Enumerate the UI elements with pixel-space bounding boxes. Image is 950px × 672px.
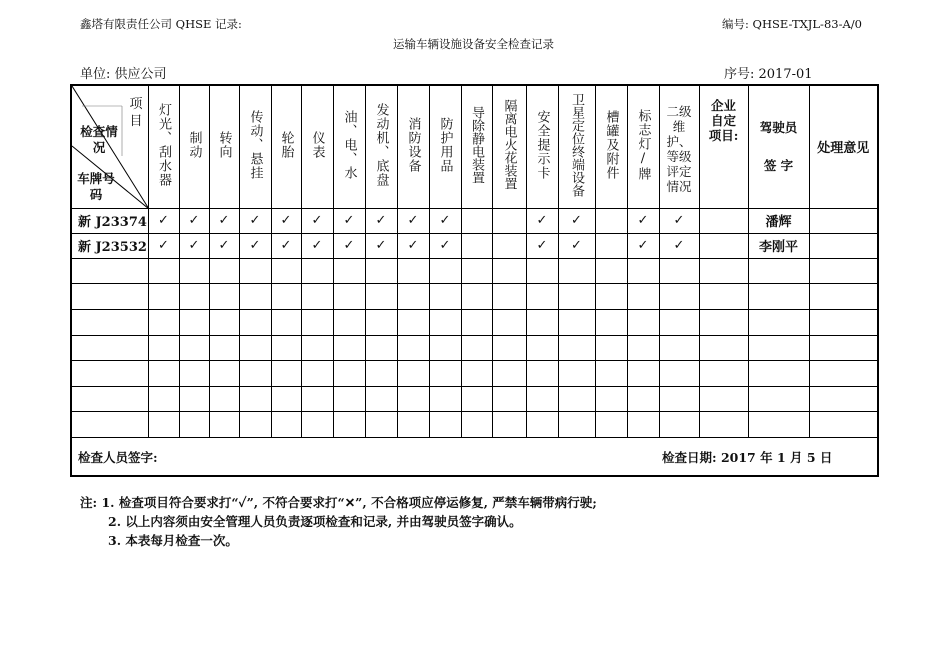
col-header-lights: 灯光、刮水器 bbox=[148, 85, 179, 208]
col-header-gps-terminal: 卫星定位终端设备 bbox=[558, 85, 595, 208]
col-header-safety-card: 安全提示卡 bbox=[526, 85, 558, 208]
check-cell bbox=[595, 208, 627, 233]
col-header-sign-lights: 标志灯/牌 bbox=[627, 85, 659, 208]
col-header-fire-equipment: 消防设备 bbox=[397, 85, 429, 208]
check-cell: ✓ bbox=[365, 233, 397, 258]
notes-section bbox=[80, 493, 597, 550]
empty-row bbox=[71, 360, 878, 386]
col-header-spark-isolation: 隔离电火花装置 bbox=[492, 85, 526, 208]
check-cell: ✓ bbox=[271, 208, 301, 233]
col-header-driver-signature: 驾驶员 签 字 bbox=[748, 85, 809, 208]
col-header-instruments: 仪表 bbox=[301, 85, 333, 208]
note-line-1: 注: 1. 检查项目符合要求打“✓”, 不符合要求打“✕”, 不合格项应停运修复, 严禁车辆带病行驶; bbox=[80, 495, 597, 510]
empty-row bbox=[71, 386, 878, 411]
corner-check-label: 检查情况 bbox=[80, 124, 118, 155]
check-cell: ✓ bbox=[301, 208, 333, 233]
driver-signature-cell: 李刚平 bbox=[748, 233, 809, 258]
note-line-3: 3. 本表每月检查一次。 bbox=[108, 533, 238, 548]
check-cell: ✓ bbox=[333, 208, 365, 233]
empty-row bbox=[71, 309, 878, 335]
check-cell: ✓ bbox=[397, 233, 429, 258]
custom-item-cell bbox=[699, 233, 748, 258]
check-cell: ✓ bbox=[627, 208, 659, 233]
check-cell: ✓ bbox=[526, 233, 558, 258]
plate-cell: 新 J23532 bbox=[71, 233, 148, 258]
corner-item-label: 项目 bbox=[129, 97, 143, 129]
check-cell: ✓ bbox=[429, 233, 461, 258]
check-cell: ✓ bbox=[659, 233, 699, 258]
col-header-transmission: 传动、悬挂 bbox=[239, 85, 271, 208]
check-cell: ✓ bbox=[179, 208, 209, 233]
empty-row bbox=[71, 258, 878, 283]
check-cell: ✓ bbox=[526, 208, 558, 233]
col-header-tires: 轮胎 bbox=[271, 85, 301, 208]
signature-footer-row bbox=[71, 437, 878, 476]
check-cell: ✓ bbox=[209, 208, 239, 233]
note-line-2: 2. 以上内容须由安全管理人员负责逐项检查和记录, 并由驾驶员签字确认。 bbox=[108, 514, 522, 529]
driver-signature-cell: 潘辉 bbox=[748, 208, 809, 233]
table-row bbox=[71, 208, 878, 233]
col-header-engine-chassis: 发动机、底盘 bbox=[365, 85, 397, 208]
check-cell: ✓ bbox=[179, 233, 209, 258]
empty-row bbox=[71, 411, 878, 437]
corner-header-cell bbox=[71, 85, 148, 208]
inspection-date: 检查日期: 2017 年 1 月 5 日 bbox=[662, 449, 833, 465]
inspector-signature-label: 检查人员签字: bbox=[78, 449, 158, 465]
col-header-oil-electric-water: 油、电、水 bbox=[333, 85, 365, 208]
check-cell bbox=[595, 233, 627, 258]
col-header-maintenance-rating: 二级维护、等级评定情况 bbox=[659, 85, 699, 208]
check-cell: ✓ bbox=[239, 208, 271, 233]
check-cell: ✓ bbox=[397, 208, 429, 233]
document-code: 编号: QHSE-TXJL-83-A/0 bbox=[722, 17, 862, 31]
check-cell: ✓ bbox=[301, 233, 333, 258]
check-cell: ✓ bbox=[209, 233, 239, 258]
col-header-tank-accessories: 槽罐及附件 bbox=[595, 85, 627, 208]
check-cell bbox=[461, 208, 492, 233]
col-header-steering: 转向 bbox=[209, 85, 239, 208]
col-header-remarks: 处理意见 bbox=[809, 85, 878, 208]
check-cell bbox=[492, 233, 526, 258]
col-header-static-discharge: 导除静电装置 bbox=[461, 85, 492, 208]
serial-number: 序号: 2017-01 bbox=[724, 67, 813, 82]
check-cell: ✓ bbox=[659, 208, 699, 233]
check-cell: ✓ bbox=[148, 208, 179, 233]
check-cell: ✓ bbox=[627, 233, 659, 258]
check-cell: ✓ bbox=[429, 208, 461, 233]
corner-plate-label: 车牌号码 bbox=[77, 171, 115, 202]
remarks-cell bbox=[809, 208, 878, 233]
col-header-protective-gear: 防护用品 bbox=[429, 85, 461, 208]
check-cell: ✓ bbox=[558, 233, 595, 258]
plate-cell: 新 J23374 bbox=[71, 208, 148, 233]
custom-item-cell bbox=[699, 208, 748, 233]
table-row bbox=[71, 233, 878, 258]
check-cell bbox=[461, 233, 492, 258]
check-cell: ✓ bbox=[271, 233, 301, 258]
col-header-custom-items: 企业自定项目: bbox=[699, 85, 748, 208]
empty-row bbox=[71, 283, 878, 309]
check-cell bbox=[492, 208, 526, 233]
check-cell: ✓ bbox=[333, 233, 365, 258]
empty-row bbox=[71, 335, 878, 360]
check-cell: ✓ bbox=[148, 233, 179, 258]
form-title: 运输车辆设施设备安全检查记录 bbox=[393, 37, 554, 51]
header-row bbox=[71, 85, 878, 208]
remarks-cell bbox=[809, 233, 878, 258]
check-cell: ✓ bbox=[558, 208, 595, 233]
col-header-brakes: 制动 bbox=[179, 85, 209, 208]
unit-label: 单位: 供应公司 bbox=[80, 67, 167, 82]
inspection-table bbox=[70, 84, 879, 477]
company-header: 鑫塔有限责任公司 QHSE 记录: bbox=[80, 17, 242, 31]
check-cell: ✓ bbox=[365, 208, 397, 233]
check-cell: ✓ bbox=[239, 233, 271, 258]
